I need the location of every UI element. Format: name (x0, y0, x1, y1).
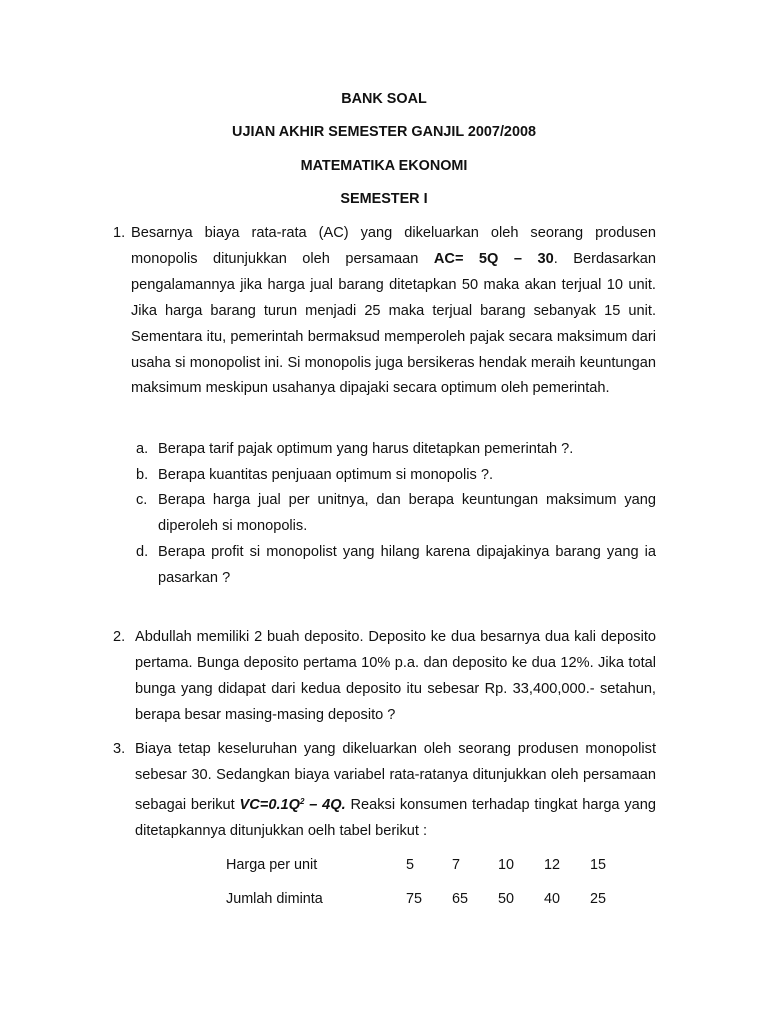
table-cell: 50 (498, 891, 515, 907)
question-text: Besarnya biaya rata-rata (AC) yang dikeluarkan oleh seorang produsen monopolis ditunjukkan oleh persamaan AC= 5Q – 30. Berdasarkan pengalamannya jika harga jual barang ditetapkan 50 maka akan terjual 10 unit. Jika harga barang turun menjadi 25 maka terjual barang sebanyak 15 unit. Sementara itu, pemerintah bermaksud memperoleh pajak secara maksimum dari usaha si monopolist ini. Si monopolis juga bersikeras hendak meraih keuntungan maksimum meskipun usahanya dipajaki secara optimum oleh pemerintah. (131, 225, 656, 397)
sub-question-d (136, 540, 656, 592)
sub-label: a. (136, 441, 149, 457)
table-cell: 40 (544, 891, 561, 907)
table-row (226, 882, 636, 916)
semester-title: SEMESTER I (340, 191, 428, 207)
exam-title: UJIAN AKHIR SEMESTER GANJIL 2007/2008 (232, 124, 536, 140)
table-cell: 15 (590, 857, 607, 873)
sub-label: c. (136, 492, 148, 508)
demand-table (226, 848, 636, 916)
document-title: BANK SOAL (341, 91, 427, 107)
question-text: Abdullah memiliki 2 buah deposito. Deposito ke dua besarnya dua kali deposito pertama. Bunga deposito pertama 10% p.a. dan deposito ke dua 12%. Jika total bunga yang didapat dari kedua deposito itu sebesar Rp. 33,400,000.- setahun, berapa besar masing-masing deposito ? (135, 629, 656, 723)
question-text: Biaya tetap keseluruhan yang dikeluarkan oleh seorang produsen monopolist sebesar 30. Sedangkan biaya variabel rata-ratanya ditunjukkan oleh persamaan sebagai berikut $VC=0.1Q^2 - 4Q$. Reaksi konsumen terhadap tingkat harga yang ditetapkannya ditunjukkan oelh tabel berikut : (135, 741, 656, 839)
question-number: 3. (113, 741, 126, 757)
equation: AC= 5Q – 30 (433, 250, 554, 267)
table-cell: 25 (590, 891, 607, 907)
table-row (226, 848, 636, 882)
sub-question-b (136, 463, 656, 489)
table-cell: 7 (452, 857, 461, 873)
equation: $VC=0.1Q^2 - 4Q$. (239, 796, 346, 813)
question-number: 2. (113, 629, 126, 645)
row-label: Jumlah diminta (226, 891, 323, 907)
table-cell: 75 (406, 891, 423, 907)
course-title: MATEMATIKA EKONOMI (300, 158, 468, 174)
sub-question-a (136, 437, 656, 463)
table-cell: 10 (498, 857, 515, 873)
table-cell: 12 (544, 857, 561, 873)
table-cell: 65 (452, 891, 469, 907)
sub-text: Berapa kuantitas penjuaan optimum si monopolis ?. (158, 467, 494, 483)
sub-text: Berapa profit si monopolist yang hilang karena dipajakinya barang yang ia pasarkan ? (158, 544, 656, 586)
sub-question-c (136, 488, 656, 540)
sub-text: Berapa harga jual per unitnya, dan berapa keuntungan maksimum yang diperoleh si monopolis. (158, 492, 656, 534)
question-1 (113, 221, 656, 402)
question-number: 1. (113, 225, 126, 241)
row-label: Harga per unit (226, 857, 318, 873)
table-cell: 5 (406, 857, 415, 873)
sub-text: Berapa tarif pajak optimum yang harus ditetapkan pemerintah ?. (158, 441, 574, 457)
question-3 (113, 737, 656, 845)
sub-label: b. (136, 467, 149, 483)
sub-label: d. (136, 544, 149, 560)
question-2 (113, 625, 656, 729)
